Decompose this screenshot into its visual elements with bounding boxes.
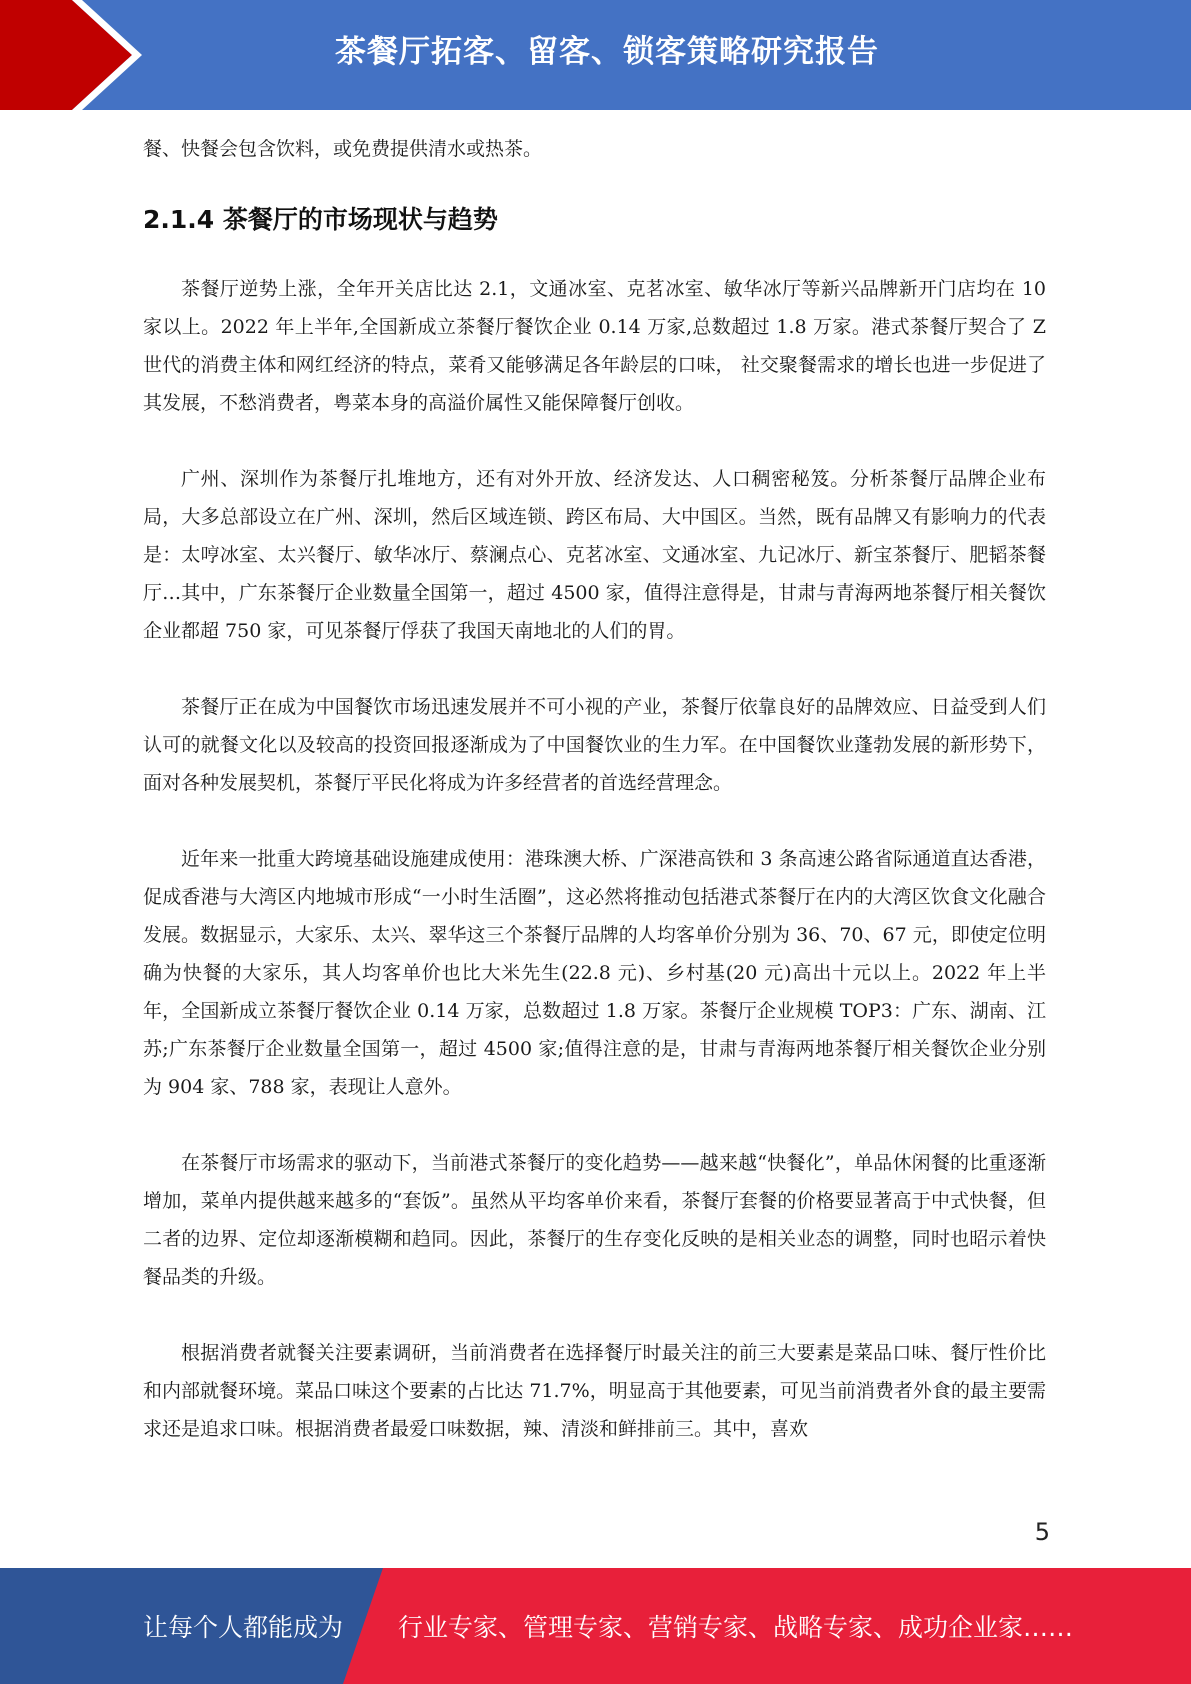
paragraph-3: 茶餐厅正在成为中国餐饮市场迅速发展并不可小视的产业，茶餐厅依靠良好的品牌效应、日益受到人们认可的就餐文化以及较高的投资回报逐渐成为了中国餐饮业的生力军。在中国餐饮业蓬勃发展的新形势下，面对各种发展契机，茶餐厅平民化将成为许多经营者的首选经营理念。 <box>143 696 1046 794</box>
paragraph-4: 近年来一批重大跨境基础设施建成使用：港珠澳大桥、广深港高铁和 3 条高速公路省际通道直达香港，促成香港与大湾区内地城市形成“一小时生活圈”，这必然将推动包括港式茶餐厅在内的大湾区饮食文化融合发展。数据显示，大家乐、太兴、翠华这三个茶餐厅品牌的人均客单价分别为 36、70、67 元，即使定位明确为快餐的大家乐，其人均客单价也比大米先生(22.8 元)、乡村基(20 元)高出十元以上。2022 年上半年，全国新成立茶餐厅餐饮企业 0.14 万家，总数超过 1.8 万家。茶餐厅企业规模 TOP3：广东、湖南、江苏;广东茶餐厅企业数量全国第一，超过 4500 家;值得注意的是，甘肃与青海两地茶餐厅相关餐饮企业分别为 904 家、788 家，表现让人意外。 <box>143 848 1046 1098</box>
header-title: 茶餐厅拓客、留客、锁客策略研究报告 <box>335 34 879 70</box>
footer-slogan-right: 行业专家、管理专家、营销专家、战略专家、成功企业家…… <box>398 1613 1074 1642</box>
continuation-text: 餐、快餐会包含饮料，或免费提供清水或热茶。 <box>143 138 543 160</box>
paragraph-6: 根据消费者就餐关注要素调研，当前消费者在选择餐厅时最关注的前三大要素是菜品口味、餐厅性价比和内部就餐环境。菜品口味这个要素的占比达 71.7%，明显高于其他要素，可见当前消费者外食的最主要需求还是追求口味。根据消费者最爱口味数据，辣、清淡和鲜排前三。其中，喜欢 <box>143 1342 1046 1440</box>
header-red-arrow <box>0 0 150 110</box>
paragraph-1: 茶餐厅逆势上涨，全年开关店比达 2.1，文通冰室、克茗冰室、敏华冰厅等新兴品牌新开门店均在 10 家以上。2022 年上半年,全国新成立茶餐厅餐饮企业 0.14 万家,总数超过 1.8 万家。港式茶餐厅契合了 Z 世代的消费主体和网红经济的特点，菜肴又能够满足各年龄层的口味， 社交聚餐需求的增长也进一步促进了其发展，不愁消费者，粤菜本身的高溢价属性又能保障餐厅创收。 <box>143 278 1046 414</box>
section-title: 2.1.4 茶餐厅的市场现状与趋势 <box>143 205 498 234</box>
page-footer <box>0 1568 1191 1684</box>
paragraph-5: 在茶餐厅市场需求的驱动下，当前港式茶餐厅的变化趋势——越来越“快餐化”，单品休闲餐的比重逐渐增加，菜单内提供越来越多的“套饭”。虽然从平均客单价来看，茶餐厅套餐的价格要显著高于中式快餐，但二者的边界、定位却逐渐模糊和趋同。因此，茶餐厅的生存变化反映的是相关业态的调整，同时也昭示着快餐品类的升级。 <box>143 1152 1046 1288</box>
paragraph-2: 广州、深圳作为茶餐厅扎堆地方，还有对外开放、经济发达、人口稠密秘笈。分析茶餐厅品牌企业布局，大多总部设立在广州、深圳，然后区域连锁、跨区布局、大中国区。当然，既有品牌又有影响力的代表是：太哼冰室、太兴餐厅、敏华冰厅、蔡澜点心、克茗冰室、文通冰室、九记冰厅、新宝茶餐厅、肥韬茶餐厅…其中，广东茶餐厅企业数量全国第一，超过 4500 家，值得注意得是，甘肃与青海两地茶餐厅相关餐饮企业都超 750 家，可见茶餐厅俘获了我国天南地北的人们的胃。 <box>143 468 1046 642</box>
report-body <box>143 130 1046 1448</box>
page-header <box>0 0 1191 110</box>
footer-slogan-left: 让每个人都能成为 <box>143 1613 344 1642</box>
page-number: 5 <box>1034 1518 1050 1546</box>
